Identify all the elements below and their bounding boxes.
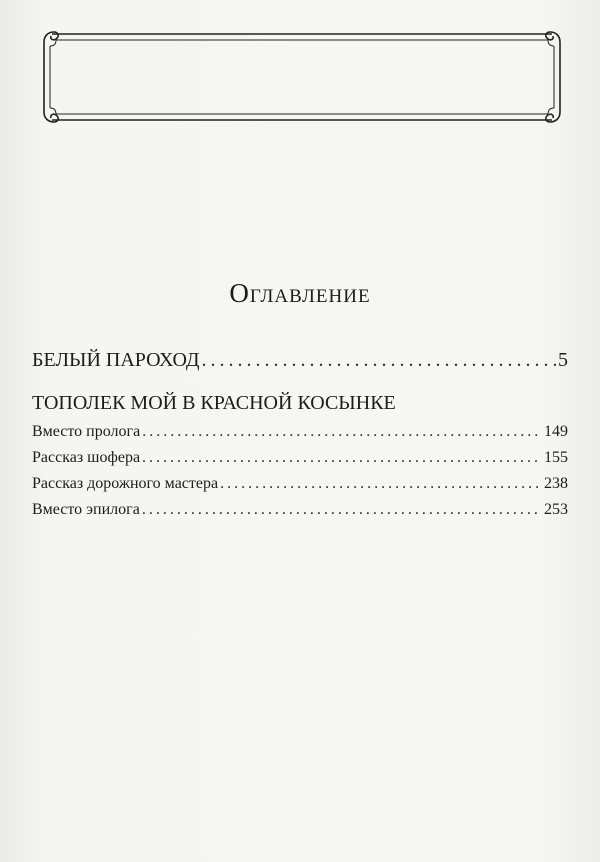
ornamental-frame [38,28,566,126]
toc-entry-label: Рассказ дорожного мастера [32,475,219,492]
toc-entry[interactable] [32,501,568,519]
toc-entry-main[interactable] [32,349,568,372]
toc-entry[interactable] [32,449,568,467]
toc-entry[interactable] [32,423,568,441]
toc-entry-page: 253 [544,501,568,518]
dot-leader [220,475,542,493]
toc-entry-label: БЕЛЫЙ ПАРОХОД [32,349,200,371]
toc-entry-label: Вместо эпилога [32,501,140,518]
toc-title: Оглавление [229,278,371,308]
toc-section-title[interactable]: ТОПОЛЕК МОЙ В КРАСНОЙ КОСЫНКЕ [32,392,396,414]
toc-entry-page: 155 [544,449,568,466]
toc-entry-label: Рассказ шофера [32,449,141,466]
dot-leader [142,501,542,519]
dot-leader [142,423,542,441]
dot-leader [142,449,542,467]
toc-entry-page: 5 [558,349,568,371]
toc-entry[interactable] [32,475,568,493]
dot-leader [202,349,556,372]
toc-entry-page: 238 [544,475,568,492]
toc-entry-label: Вместо пролога [32,423,141,440]
toc-entry-page: 149 [544,423,568,440]
